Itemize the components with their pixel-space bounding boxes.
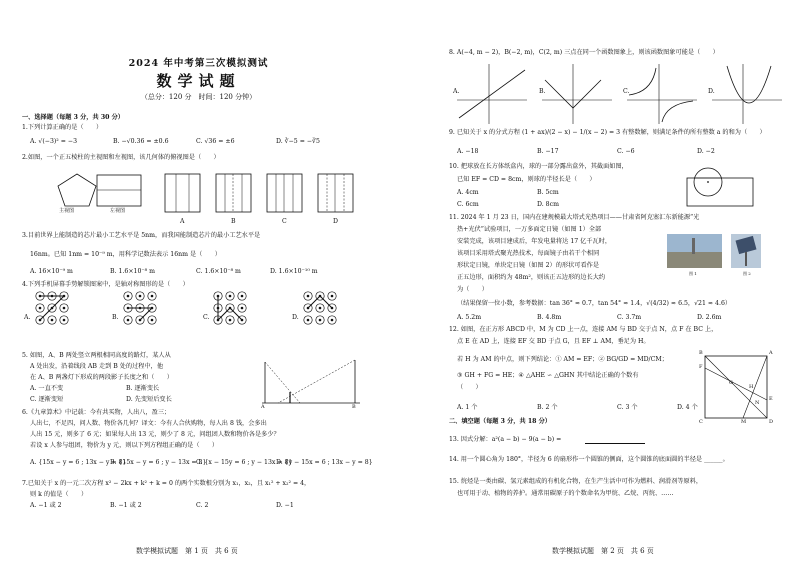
q12-label-m: M [741,419,747,425]
q11-line4: 该项目采用塔式聚光热技术，每面镜子由若干个相同 [457,250,600,257]
q4-option-b: B. [112,314,119,321]
q8-stem: 8. A(−4, m − 2)，B(−2, m)，C(2, m) 三点在同一个函数图象上，则该函数图象可能是（ ） [449,49,719,56]
exam-title: 2024 年中考第三次模拟测试 [128,58,269,69]
q7-option-a: A. −1 或 2 [30,502,62,509]
q12-line4: ③ GH + FG = HE；④ △AHE ∽ △GHN 其中结论正确的个数有 [457,372,639,379]
q9-option-d: D. −2 [697,148,715,155]
q4-option-c: C. [203,314,210,321]
q3-option-b: B. 1.6×10⁻⁸ m [110,268,155,275]
q12-label-n: N [755,400,760,406]
q11-line8: （结果保留一位小数，参考数据：tan 36° ≈ 0.7，tan 54° ≈ 1.4，√(4/32) ≈ 6.5，√21 ≈ 4.6） [457,300,732,307]
q12-line5: （ ） [457,384,482,391]
q2-option-d: D [333,218,338,225]
q5-option-c: C. 逐渐变短 [30,396,64,403]
q3-line2: 16nm。已知 1nm = 10⁻⁹ m，用科学记数法表示 16nm 是（ ） [30,251,221,258]
q6-option-b: B. {15x − y = 6 ; y − 13x = 8} [110,459,207,466]
q5-line2: A 处出发，沿着线段 AB 走到 B 处的过程中，他 [30,363,164,370]
q10-option-b: B. 5cm [537,189,559,196]
q1-option-d: D. ∛−5 = −∛5 [276,138,320,145]
q12-label-d: D [769,419,774,425]
q8-option-a: A. [453,88,460,95]
q6-line3: 人出 15 元，则多了 6 元；如果每人出 13 元，则少了 8 元，问组团人数和物价各是多少？ [30,431,280,438]
q3-option-d: D. 1.6×10⁻¹⁰ m [270,268,318,275]
q2-stem: 2.如图，一个正五棱柱的主视图和左视图，该几何体的俯视图是（ ） [22,154,220,161]
q11-fig1-label: 图 1 [689,271,697,276]
q3-option-c: C. 1.6×10⁻⁸ m [196,268,241,275]
q5-option-b: B. 逐渐变长 [126,385,160,392]
q12-label-f: F [699,364,703,370]
q9-option-b: B. −17 [537,148,559,155]
q2-option-a: A [180,218,185,225]
q11-line5: 形状定日镜，单块定日镜（如图 2）的形状可看作是 [457,262,600,269]
q11-option-b: B. 4.8m [537,314,562,321]
q2-front-view-label: 主视图 [59,208,75,214]
q12-label-h: H [749,384,754,390]
q4-option-a: A. [24,314,31,321]
q11-option-d: D. 2.6m [697,314,722,321]
q4-stem: 4.下列手机屏幕手势解锁图案中，是轴对称图形的是（ ） [22,281,189,288]
q6-line2: 人出七，不足四，问人数、物价各几何？译文：今有人合伙购物，每人出 8 钱，会多出 [30,420,267,427]
q12-label-e: E [769,396,773,402]
q14-text: 14. 用一个圆心角为 180°，半径为 6 的扇形作一个圆锥的侧面，这个圆锥的底面圆的半径是 ______。 [449,456,729,463]
q11-line6: 正五边形，面积约为 48m²，则该正五边形的边长大约 [457,274,606,281]
q12-label-c: C [699,419,703,425]
q15-line1: 15. 烷烃是一类由碳、氢元素组成的有机化合物，在生产生活中可作为燃料、润滑剂等原料， [449,478,703,485]
q12-label-b: B [699,350,703,356]
q12-line2: 点 E 在 AD 上，连接 EF 交 BD 于点 G，且 EF ⊥ AM，垂足为 H。 [457,338,650,345]
q4-option-d: D. [292,314,299,321]
q13-answer-blank[interactable] [585,443,645,444]
q7-option-b: B. −1 或 2 [110,502,142,509]
q12-line3: 若 H 为 AM 的中点，则下列结论：① AM = EF；② BG/GD = MD/CM； [457,356,668,363]
q9-stem: 9. 已知关于 x 的分式方程 (1 + ax)/(2 − x) − 1/(x − 2) = 3 有整数解，则满足条件的所有整数 a 的和为（ ） [449,129,766,136]
q7-line2: 则 k 的值是（ ） [30,491,88,498]
q5-line3: 在 A、B 两盏灯下形成的两段影子长度之和（ ） [30,374,173,381]
q11-line3: 安装完成，该项目建成后，年发电量将达 17 亿千瓦时， [457,238,612,245]
q1-option-c: C. √36 = ±6 [196,138,235,145]
q7-option-c: C. 2 [196,502,209,509]
section2-heading: 二、填空题（每题 3 分，共 18 分） [449,418,551,425]
q5-option-a: A. 一直不变 [30,385,64,392]
q8-option-d: D. [708,88,715,95]
q5-label-b: B [352,404,356,410]
q12-option-b: B. 2 个 [537,404,558,411]
q6-option-d: D. {y − 15x = 6 ; 13x − y = 8} [276,459,373,466]
right-footer: 数学模拟试题 第 2 页 共 6 页 [552,547,654,555]
q8-option-c: C. [623,88,630,95]
exam-meta: （总分：120 分 时间：120 分钟） [140,93,257,101]
q12-option-d: D. 4 个 [677,404,698,411]
q1-option-a: A. √(−3)² = −3 [30,138,78,145]
q11-option-c: C. 3.7m [617,314,642,321]
q6-option-a: A. {15x − y = 6 ; 13x − y = 8} [30,459,127,466]
q3-option-a: A. 16×10⁻⁹ m [30,268,73,275]
q11-fig2-label: 图 2 [743,271,751,276]
q5-option-d: D. 先变短后变长 [126,396,172,403]
q11-line7: 为（ ） [457,286,488,293]
right-page [397,0,794,562]
section1-heading: 一、选择题（每题 3 分，共 30 分） [22,114,124,121]
q11-line2: 热+光伏”试验项目，一万多面定日镜（如图 1）全部 [457,226,602,233]
q10-line2: 已知 EF = CD = 8cm，则球的半径长是（ ） [457,176,596,183]
q3-line1: 3.目前世界上能制造的芯片最小工艺水平是 5nm，而我国能制造芯片的最小工艺水平是 [22,232,261,239]
q6-line1: 6.《九章算术》中记载：今有共买物，人出八，盈三； [22,409,171,416]
q12-option-a: A. 1 个 [457,404,478,411]
q12-label-g: G [729,380,733,386]
q12-label-a: A [769,350,773,356]
q11-option-a: A. 5.2m [457,314,482,321]
q10-line1: 10. 把球放在长方体纸盒内，球的一部分露出盒外，其截面如图， [449,163,628,170]
q6-line4: 若设 x 人参与组团，物价为 y 元，则以下列方程组正确的是（ ） [30,442,219,449]
q12-line1: 12. 如图，在正方形 ABCD 中，M 为 CD 上一点，连接 AM 与 BD 交于点 N，点 F 在 BC 上， [449,326,718,333]
q9-option-a: A. −18 [457,148,479,155]
q5-line1: 5. 如图，A、B 两处竖立两根相同高度的路灯，某人从 [22,352,171,359]
q2-side-view-label: 左视图 [110,208,126,214]
q12-option-c: C. 3 个 [617,404,638,411]
q7-line1: 7.已知关于 x 的一元二次方程 x² − 2kx + k² + k = 0 的两个实数根分别为 x₁，x₂，且 x₁² + x₂² = 4， [22,480,311,487]
q13-text: 13. 因式分解：a²(a − b) − 9(a − b) = [449,436,562,443]
subject-title: 数学试题 [156,72,241,90]
q15-line2: 也可用于动、植物的养护。通常用碳原子的个数命名为甲烷、乙烷、丙烷、…… [457,490,674,497]
q1-stem: 1.下列计算正确的是（ ） [22,124,103,131]
q10-option-c: C. 6cm [457,201,479,208]
q8-option-b: B. [539,88,546,95]
q6-option-c: C. {x − 15y = 6 ; y − 13x = 8} [196,459,293,466]
q2-option-b: B [231,218,236,225]
q5-label-a: A [261,404,265,410]
q7-option-d: D. −1 [276,502,294,509]
left-footer: 数学模拟试题 第 1 页 共 6 页 [136,547,238,555]
q11-line1: 11. 2024 年 1 月 23 日，国内在建规模最大塔式光热项目——甘肃省阿克塞汇东新能源“光 [449,214,700,221]
q9-option-c: C. −6 [617,148,635,155]
q10-option-d: D. 8cm [537,201,559,208]
q2-option-c: C [282,218,287,225]
q1-option-b: B. −√0.36 = ±0.6 [113,138,169,145]
q10-option-a: A. 4cm [457,189,479,196]
